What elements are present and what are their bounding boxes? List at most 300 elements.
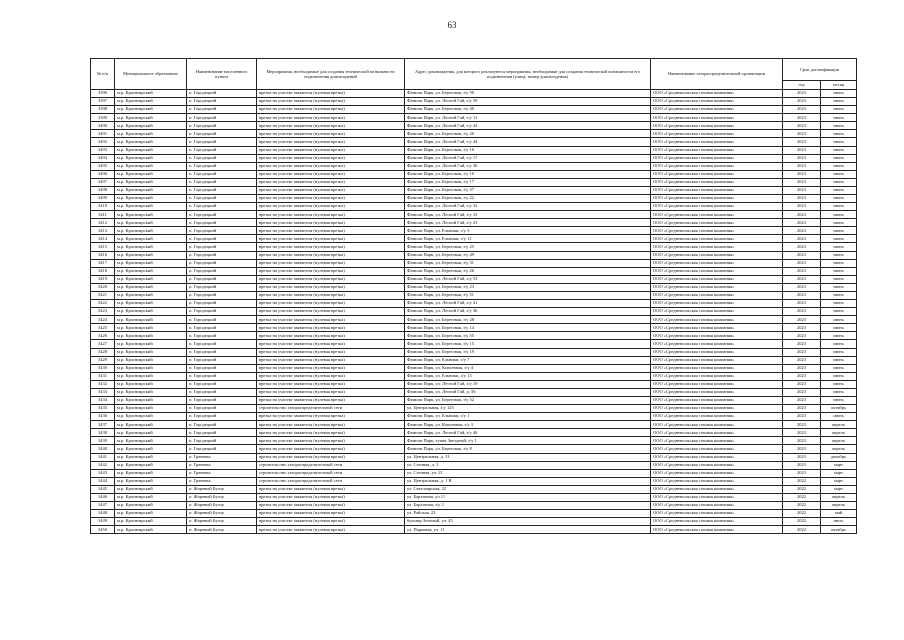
cell-address: Фэмили Парк, ул. Копьевная, з/у 4: [405, 364, 651, 372]
cell-municipality: м.р. Красноярский: [115, 251, 187, 259]
cell-num: 3424: [91, 316, 115, 324]
table-body: [91, 90, 857, 534]
cell-month: июнь: [821, 380, 857, 388]
cell-org: ООО «Средневолжская газовая компания»: [651, 211, 783, 219]
cell-month: июнь: [821, 162, 857, 170]
cell-address: ул. Бархатная, уч 11: [405, 493, 651, 501]
cell-org: ООО «Средневолжская газовая компания»: [651, 477, 783, 485]
cell-num: 3422: [91, 300, 115, 308]
cell-measure: врезка на участке заявителя (нулевая врезка): [257, 348, 405, 356]
table-row: [91, 178, 857, 186]
cell-num: 3396: [91, 90, 115, 98]
cell-org: ООО «Средневолжская газовая компания»: [651, 501, 783, 509]
cell-month: июнь: [821, 146, 857, 154]
cell-address: Фэмили Парк, ул. Ельники, з/у 11: [405, 235, 651, 243]
table-row: [91, 324, 857, 332]
cell-month: июнь: [821, 170, 857, 178]
cell-org: ООО «Средневолжская газовая компания»: [651, 518, 783, 526]
cell-settlement: п. Городецкий: [187, 146, 257, 154]
cell-year: 2023: [783, 178, 821, 186]
cell-org: ООО «Средневолжская газовая компания»: [651, 324, 783, 332]
cell-year: 2023: [783, 445, 821, 453]
table-row: [91, 396, 857, 404]
cell-measure: врезка на участке заявителя (нулевая врезка): [257, 518, 405, 526]
cell-month: июнь: [821, 90, 857, 98]
table-row: [91, 211, 857, 219]
cell-settlement: п. Городецкий: [187, 251, 257, 259]
cell-address: ул. Центральная, д. 1 В: [405, 477, 651, 485]
cell-org: ООО «Средневолжская газовая компания»: [651, 291, 783, 299]
cell-address: Фэмили Парк, ул. Береговая, з/у 37: [405, 186, 651, 194]
cell-org: ООО «Средневолжская газовая компания»: [651, 316, 783, 324]
cell-org: ООО «Средневолжская газовая компания»: [651, 348, 783, 356]
cell-address: Фэмили Парк, ул. Лесной Гай, з/у 23: [405, 219, 651, 227]
cell-month: октябрь: [821, 526, 857, 534]
cell-num: 3414: [91, 235, 115, 243]
cell-year: 2022: [783, 477, 821, 485]
cell-measure: врезка на участке заявителя (нулевая врезка): [257, 324, 405, 332]
cell-address: Фэмили Парк, ул. Береговая, з/у 28: [405, 316, 651, 324]
cell-municipality: м.р. Красноярский: [115, 203, 187, 211]
cell-num: 3443: [91, 469, 115, 477]
cell-org: ООО «Средневолжская газовая компания»: [651, 437, 783, 445]
cell-month: октябрь: [821, 405, 857, 413]
table-row: [91, 195, 857, 203]
cell-address: Фэмили Парк, ул. Ельники, з/у 1: [405, 413, 651, 421]
cell-year: 2023: [783, 332, 821, 340]
cell-num: 3438: [91, 429, 115, 437]
cell-measure: врезка на участке заявителя (нулевая врезка): [257, 445, 405, 453]
cell-measure: врезка на участке заявителя (нулевая врезка): [257, 267, 405, 275]
cell-settlement: п. Жареный Бугор: [187, 510, 257, 518]
cell-org: ООО «Средневолжская газовая компания»: [651, 388, 783, 396]
cell-municipality: м.р. Красноярский: [115, 469, 187, 477]
cell-address: Фэмили Парк, ул. Лесной Гай, з/у 36: [405, 162, 651, 170]
cell-municipality: м.р. Красноярский: [115, 195, 187, 203]
cell-month: июнь: [821, 211, 857, 219]
cell-year: 2023: [783, 283, 821, 291]
cell-year: 2023: [783, 203, 821, 211]
table-row: [91, 388, 857, 396]
table-row: [91, 413, 857, 421]
cell-address: Фэмили Парк, ул. Ельники, з/у 7: [405, 356, 651, 364]
cell-municipality: м.р. Красноярский: [115, 413, 187, 421]
cell-year: 2023: [783, 469, 821, 477]
cell-municipality: м.р. Красноярский: [115, 106, 187, 114]
cell-year: 2022: [783, 501, 821, 509]
cell-settlement: п. Городецкий: [187, 332, 257, 340]
cell-year: 2023: [783, 291, 821, 299]
cell-municipality: м.р. Красноярский: [115, 178, 187, 186]
cell-measure: врезка на участке заявителя (нулевая врезка): [257, 162, 405, 170]
cell-year: 2023: [783, 316, 821, 324]
cell-measure: врезка на участке заявителя (нулевая врезка): [257, 114, 405, 122]
table-row: [91, 162, 857, 170]
cell-org: ООО «Средневолжская газовая компания»: [651, 461, 783, 469]
cell-measure: врезка на участке заявителя (нулевая врезка): [257, 122, 405, 130]
cell-municipality: м.р. Красноярский: [115, 186, 187, 194]
cell-org: ООО «Средневолжская газовая компания»: [651, 243, 783, 251]
cell-settlement: п. Городецкий: [187, 170, 257, 178]
cell-year: 2023: [783, 429, 821, 437]
cell-municipality: м.р. Красноярский: [115, 461, 187, 469]
cell-municipality: м.р. Красноярский: [115, 493, 187, 501]
table-row: [91, 186, 857, 194]
table-row: [91, 170, 857, 178]
cell-num: 3426: [91, 332, 115, 340]
cell-measure: врезка на участке заявителя (нулевая врезка): [257, 453, 405, 461]
cell-municipality: м.р. Красноярский: [115, 380, 187, 388]
table-row: [91, 372, 857, 380]
cell-num: 3434: [91, 396, 115, 404]
cell-settlement: п. Городецкий: [187, 259, 257, 267]
cell-num: 3420: [91, 283, 115, 291]
cell-month: июнь: [821, 251, 857, 259]
cell-address: Фэмили Парк, ул. Лесной Гай, з/у 12: [405, 114, 651, 122]
cell-month: июнь: [821, 340, 857, 348]
cell-num: 3432: [91, 380, 115, 388]
table-header: [91, 59, 857, 90]
cell-month: июнь: [821, 356, 857, 364]
cell-settlement: п. Грачевка: [187, 453, 257, 461]
cell-month: июнь: [821, 114, 857, 122]
table-row: [91, 340, 857, 348]
cell-month: март: [821, 485, 857, 493]
cell-settlement: п. Городецкий: [187, 437, 257, 445]
cell-year: 2023: [783, 453, 821, 461]
cell-year: 2023: [783, 308, 821, 316]
cell-municipality: м.р. Красноярский: [115, 170, 187, 178]
cell-year: 2023: [783, 170, 821, 178]
table-row: [91, 291, 857, 299]
cell-measure: врезка на участке заявителя (нулевая врезка): [257, 501, 405, 509]
cell-year: 2023: [783, 138, 821, 146]
cell-num: 3431: [91, 372, 115, 380]
cell-org: ООО «Средневолжская газовая компания»: [651, 332, 783, 340]
cell-measure: врезка на участке заявителя (нулевая врезка): [257, 437, 405, 445]
cell-org: ООО «Средневолжская газовая компания»: [651, 429, 783, 437]
cell-num: 3409: [91, 195, 115, 203]
cell-address: Фэмили Парк, ул. Береговая, з/у 31: [405, 259, 651, 267]
cell-month: июнь: [821, 291, 857, 299]
cell-measure: врезка на участке заявителя (нулевая врезка): [257, 485, 405, 493]
cell-num: 3433: [91, 388, 115, 396]
cell-address: ул. Степная, д. 3: [405, 461, 651, 469]
cell-address: ул. Светлоярская, 22: [405, 485, 651, 493]
cell-org: ООО «Средневолжская газовая компания»: [651, 154, 783, 162]
cell-municipality: м.р. Красноярский: [115, 526, 187, 534]
cell-month: июнь: [821, 324, 857, 332]
cell-municipality: м.р. Красноярский: [115, 501, 187, 509]
cell-month: июнь: [821, 235, 857, 243]
cell-month: июнь: [821, 413, 857, 421]
cell-num: 3416: [91, 251, 115, 259]
table-row: [91, 114, 857, 122]
cell-municipality: м.р. Красноярский: [115, 154, 187, 162]
cell-measure: врезка на участке заявителя (нулевая врезка): [257, 493, 405, 501]
cell-num: 3399: [91, 114, 115, 122]
cell-measure: врезка на участке заявителя (нулевая врезка): [257, 388, 405, 396]
cell-municipality: м.р. Красноярский: [115, 340, 187, 348]
cell-year: 2023: [783, 348, 821, 356]
cell-num: 3448: [91, 510, 115, 518]
cell-settlement: п. Городецкий: [187, 235, 257, 243]
cell-year: 2022: [783, 518, 821, 526]
cell-municipality: м.р. Красноярский: [115, 267, 187, 275]
cell-municipality: м.р. Красноярский: [115, 316, 187, 324]
cell-year: 2023: [783, 388, 821, 396]
cell-municipality: м.р. Красноярский: [115, 308, 187, 316]
cell-month: март: [821, 477, 857, 485]
cell-municipality: м.р. Красноярский: [115, 114, 187, 122]
header-num: № п/п: [91, 59, 115, 90]
cell-org: ООО «Средневолжская газовая компания»: [651, 405, 783, 413]
table-row: [91, 275, 857, 283]
cell-num: 3401: [91, 130, 115, 138]
table-row: [91, 477, 857, 485]
cell-month: июнь: [821, 122, 857, 130]
cell-org: ООО «Средневолжская газовая компания»: [651, 170, 783, 178]
cell-year: 2023: [783, 195, 821, 203]
cell-measure: врезка на участке заявителя (нулевая врезка): [257, 219, 405, 227]
table-row: [91, 203, 857, 211]
cell-address: Фэмили Парк, ул. Лесной Гай, з/у 44: [405, 138, 651, 146]
cell-month: июнь: [821, 186, 857, 194]
cell-num: 3408: [91, 186, 115, 194]
cell-settlement: п. Городецкий: [187, 227, 257, 235]
cell-municipality: м.р. Красноярский: [115, 437, 187, 445]
cell-measure: врезка на участке заявителя (нулевая врезка): [257, 421, 405, 429]
cell-org: ООО «Средневолжская газовая компания»: [651, 162, 783, 170]
cell-num: 3402: [91, 138, 115, 146]
cell-address: Фэмили Парк, ул. Береговая, з/у 22: [405, 195, 651, 203]
cell-measure: врезка на участке заявителя (нулевая врезка): [257, 98, 405, 106]
cell-num: 3423: [91, 308, 115, 316]
table-row: [91, 98, 857, 106]
table-row: [91, 437, 857, 445]
cell-settlement: п. Городецкий: [187, 106, 257, 114]
cell-month: июнь: [821, 316, 857, 324]
cell-num: 3437: [91, 421, 115, 429]
cell-address: Фэмили Парк, ул. Лесной Гай, з/у 42: [405, 122, 651, 130]
cell-settlement: п. Городецкий: [187, 283, 257, 291]
cell-year: 2023: [783, 106, 821, 114]
cell-month: июнь: [821, 130, 857, 138]
cell-num: 3400: [91, 122, 115, 130]
cell-measure: врезка на участке заявителя (нулевая врезка): [257, 364, 405, 372]
header-year: год: [783, 81, 821, 90]
cell-address: Фэмили Парк, ул. Копьевная, з/у 3: [405, 421, 651, 429]
cell-settlement: п. Городецкий: [187, 195, 257, 203]
cell-municipality: м.р. Красноярский: [115, 372, 187, 380]
cell-measure: врезка на участке заявителя (нулевая врезка): [257, 90, 405, 98]
cell-num: 3447: [91, 501, 115, 509]
cell-measure: врезка на участке заявителя (нулевая врезка): [257, 106, 405, 114]
cell-org: ООО «Средневолжская газовая компания»: [651, 122, 783, 130]
cell-org: ООО «Средневолжская газовая компания»: [651, 275, 783, 283]
cell-settlement: п. Городецкий: [187, 372, 257, 380]
cell-org: ООО «Средневолжская газовая компания»: [651, 300, 783, 308]
cell-settlement: п. Жареный Бугор: [187, 493, 257, 501]
header-measure: Мероприятия, необходимые для создания технической возможности подключения домовладений: [257, 59, 405, 90]
cell-settlement: п. Городецкий: [187, 114, 257, 122]
cell-num: 3440: [91, 445, 115, 453]
cell-year: 2023: [783, 154, 821, 162]
cell-measure: врезка на участке заявителя (нулевая врезка): [257, 170, 405, 178]
table-row: [91, 243, 857, 251]
cell-address: Фэмили Парк, ул. Ельники, з/у 13: [405, 372, 651, 380]
cell-measure: врезка на участке заявителя (нулевая врезка): [257, 235, 405, 243]
cell-num: 3418: [91, 267, 115, 275]
cell-num: 3441: [91, 453, 115, 461]
cell-municipality: м.р. Красноярский: [115, 211, 187, 219]
cell-address: Фэмили Парк, ул. Береговая, з/у 51: [405, 291, 651, 299]
cell-municipality: м.р. Красноярский: [115, 275, 187, 283]
cell-municipality: м.р. Красноярский: [115, 90, 187, 98]
cell-municipality: м.р. Красноярский: [115, 300, 187, 308]
cell-year: 2022: [783, 485, 821, 493]
cell-municipality: м.р. Красноярский: [115, 122, 187, 130]
table-row: [91, 518, 857, 526]
cell-measure: врезка на участке заявителя (нулевая врезка): [257, 332, 405, 340]
cell-address: Фэмили Парк, ул. Ельники, з/у 3: [405, 227, 651, 235]
header-settlement: Наименование населенного пункта: [187, 59, 257, 90]
cell-year: 2023: [783, 396, 821, 404]
cell-measure: врезка на участке заявителя (нулевая врезка): [257, 178, 405, 186]
cell-year: 2023: [783, 219, 821, 227]
cell-num: 3435: [91, 405, 115, 413]
cell-org: ООО «Средневолжская газовая компания»: [651, 227, 783, 235]
cell-settlement: п. Городецкий: [187, 138, 257, 146]
cell-address: Фэмили Парк, ул. Береговая, з/у 19: [405, 348, 651, 356]
header-month: месяц: [821, 81, 857, 90]
cell-address: Фэмили Парк, ул. Береговая, з/у 26: [405, 267, 651, 275]
cell-year: 2023: [783, 146, 821, 154]
cell-month: июнь: [821, 243, 857, 251]
cell-measure: врезка на участке заявителя (нулевая врезка): [257, 203, 405, 211]
cell-org: ООО «Средневолжская газовая компания»: [651, 138, 783, 146]
cell-measure: врезка на участке заявителя (нулевая врезка): [257, 243, 405, 251]
table-row: [91, 461, 857, 469]
cell-settlement: п. Городецкий: [187, 324, 257, 332]
cell-year: 2023: [783, 340, 821, 348]
cell-year: 2023: [783, 372, 821, 380]
cell-settlement: п. Городецкий: [187, 356, 257, 364]
cell-year: 2023: [783, 130, 821, 138]
cell-settlement: п. Городецкий: [187, 90, 257, 98]
cell-address: Фэмили Парк, ул. Береговая, з/у 25: [405, 243, 651, 251]
cell-month: июнь: [821, 332, 857, 340]
cell-measure: врезка на участке заявителя (нулевая врезка): [257, 146, 405, 154]
cell-settlement: п. Городецкий: [187, 413, 257, 421]
table-row: [91, 154, 857, 162]
header-municipality: Муниципальное образование: [115, 59, 187, 90]
cell-address: Фэмили Парк, ул. Береговая, з/у 23: [405, 283, 651, 291]
cell-address: Фэмили Парк, ул. Береговая, з/у 14: [405, 324, 651, 332]
cell-org: ООО «Средневолжская газовая компания»: [651, 114, 783, 122]
cell-municipality: м.р. Красноярский: [115, 227, 187, 235]
cell-settlement: п. Городецкий: [187, 291, 257, 299]
cell-measure: врезка на участке заявителя (нулевая врезка): [257, 510, 405, 518]
cell-address: Фэмили Парк, ул. Береговая, з/у 55: [405, 332, 651, 340]
cell-measure: врезка на участке заявителя (нулевая врезка): [257, 413, 405, 421]
cell-address: Фэмили Парк, ул. Береговая, з/у 49: [405, 251, 651, 259]
table-row: [91, 445, 857, 453]
cell-settlement: п. Грачевка: [187, 469, 257, 477]
cell-num: 3425: [91, 324, 115, 332]
table-row: [91, 510, 857, 518]
table-row: [91, 380, 857, 388]
cell-settlement: п. Городецкий: [187, 275, 257, 283]
cell-measure: строительство газораспределительной сети: [257, 469, 405, 477]
cell-address: Фэмили Парк, ул. Береговая, з/у 16: [405, 146, 651, 154]
table-row: [91, 219, 857, 227]
cell-year: 2023: [783, 437, 821, 445]
gasification-table: [90, 58, 857, 534]
cell-month: июнь: [821, 178, 857, 186]
cell-address: Фэмили Парк, ул. Береговая, з/у 40: [405, 106, 651, 114]
cell-num: 3421: [91, 291, 115, 299]
cell-measure: врезка на участке заявителя (нулевая врезка): [257, 372, 405, 380]
cell-settlement: п. Городецкий: [187, 122, 257, 130]
header-address: Адрес домовладения, для которого реализуются мероприятия, необходимые для создания технической возможности его подключения (улица, номер домовладения): [405, 59, 651, 90]
cell-settlement: п. Городецкий: [187, 203, 257, 211]
cell-address: ул. Степная, уч. 21: [405, 469, 651, 477]
cell-org: ООО «Средневолжская газовая компания»: [651, 445, 783, 453]
table-row: [91, 453, 857, 461]
cell-month: май: [821, 510, 857, 518]
cell-org: ООО «Средневолжская газовая компания»: [651, 364, 783, 372]
cell-month: апрель: [821, 421, 857, 429]
cell-month: июнь: [821, 348, 857, 356]
table-row: [91, 501, 857, 509]
cell-address: Фэмили Парк, ул. Лесной Гай, з/у 39: [405, 98, 651, 106]
cell-address: Фэмили Парк, ул. Береговая, з/у 8: [405, 445, 651, 453]
cell-address: Фэмили Парк, ул. Лесной Гай, з/у 32: [405, 203, 651, 211]
cell-measure: врезка на участке заявителя (нулевая врезка): [257, 429, 405, 437]
cell-month: июнь: [821, 308, 857, 316]
cell-measure: врезка на участке заявителя (нулевая врезка): [257, 340, 405, 348]
cell-month: июнь: [821, 300, 857, 308]
cell-municipality: м.р. Красноярский: [115, 146, 187, 154]
cell-year: 2022: [783, 510, 821, 518]
cell-month: июнь: [821, 283, 857, 291]
cell-year: 2022: [783, 493, 821, 501]
cell-settlement: п. Жареный Бугор: [187, 501, 257, 509]
table-row: [91, 469, 857, 477]
cell-num: 3398: [91, 106, 115, 114]
cell-municipality: м.р. Красноярский: [115, 348, 187, 356]
table-row: [91, 259, 857, 267]
table-row: [91, 227, 857, 235]
cell-settlement: п. Жареный Бугор: [187, 485, 257, 493]
cell-org: ООО «Средневолжская газовая компания»: [651, 356, 783, 364]
cell-municipality: м.р. Красноярский: [115, 485, 187, 493]
cell-num: 3444: [91, 477, 115, 485]
cell-measure: врезка на участке заявителя (нулевая врезка): [257, 283, 405, 291]
cell-measure: врезка на участке заявителя (нулевая врезка): [257, 356, 405, 364]
cell-year: 2023: [783, 211, 821, 219]
cell-address: Фэмили Парк, ул. Лесной Гай, з/у 19: [405, 380, 651, 388]
cell-measure: строительство газораспределительной сети: [257, 477, 405, 485]
cell-org: ООО «Средневолжская газовая компания»: [651, 308, 783, 316]
cell-measure: врезка на участке заявителя (нулевая врезка): [257, 195, 405, 203]
table-row: [91, 316, 857, 324]
cell-settlement: п. Городецкий: [187, 380, 257, 388]
cell-settlement: п. Городецкий: [187, 162, 257, 170]
cell-org: ООО «Средневолжская газовая компания»: [651, 380, 783, 388]
cell-municipality: м.р. Красноярский: [115, 396, 187, 404]
